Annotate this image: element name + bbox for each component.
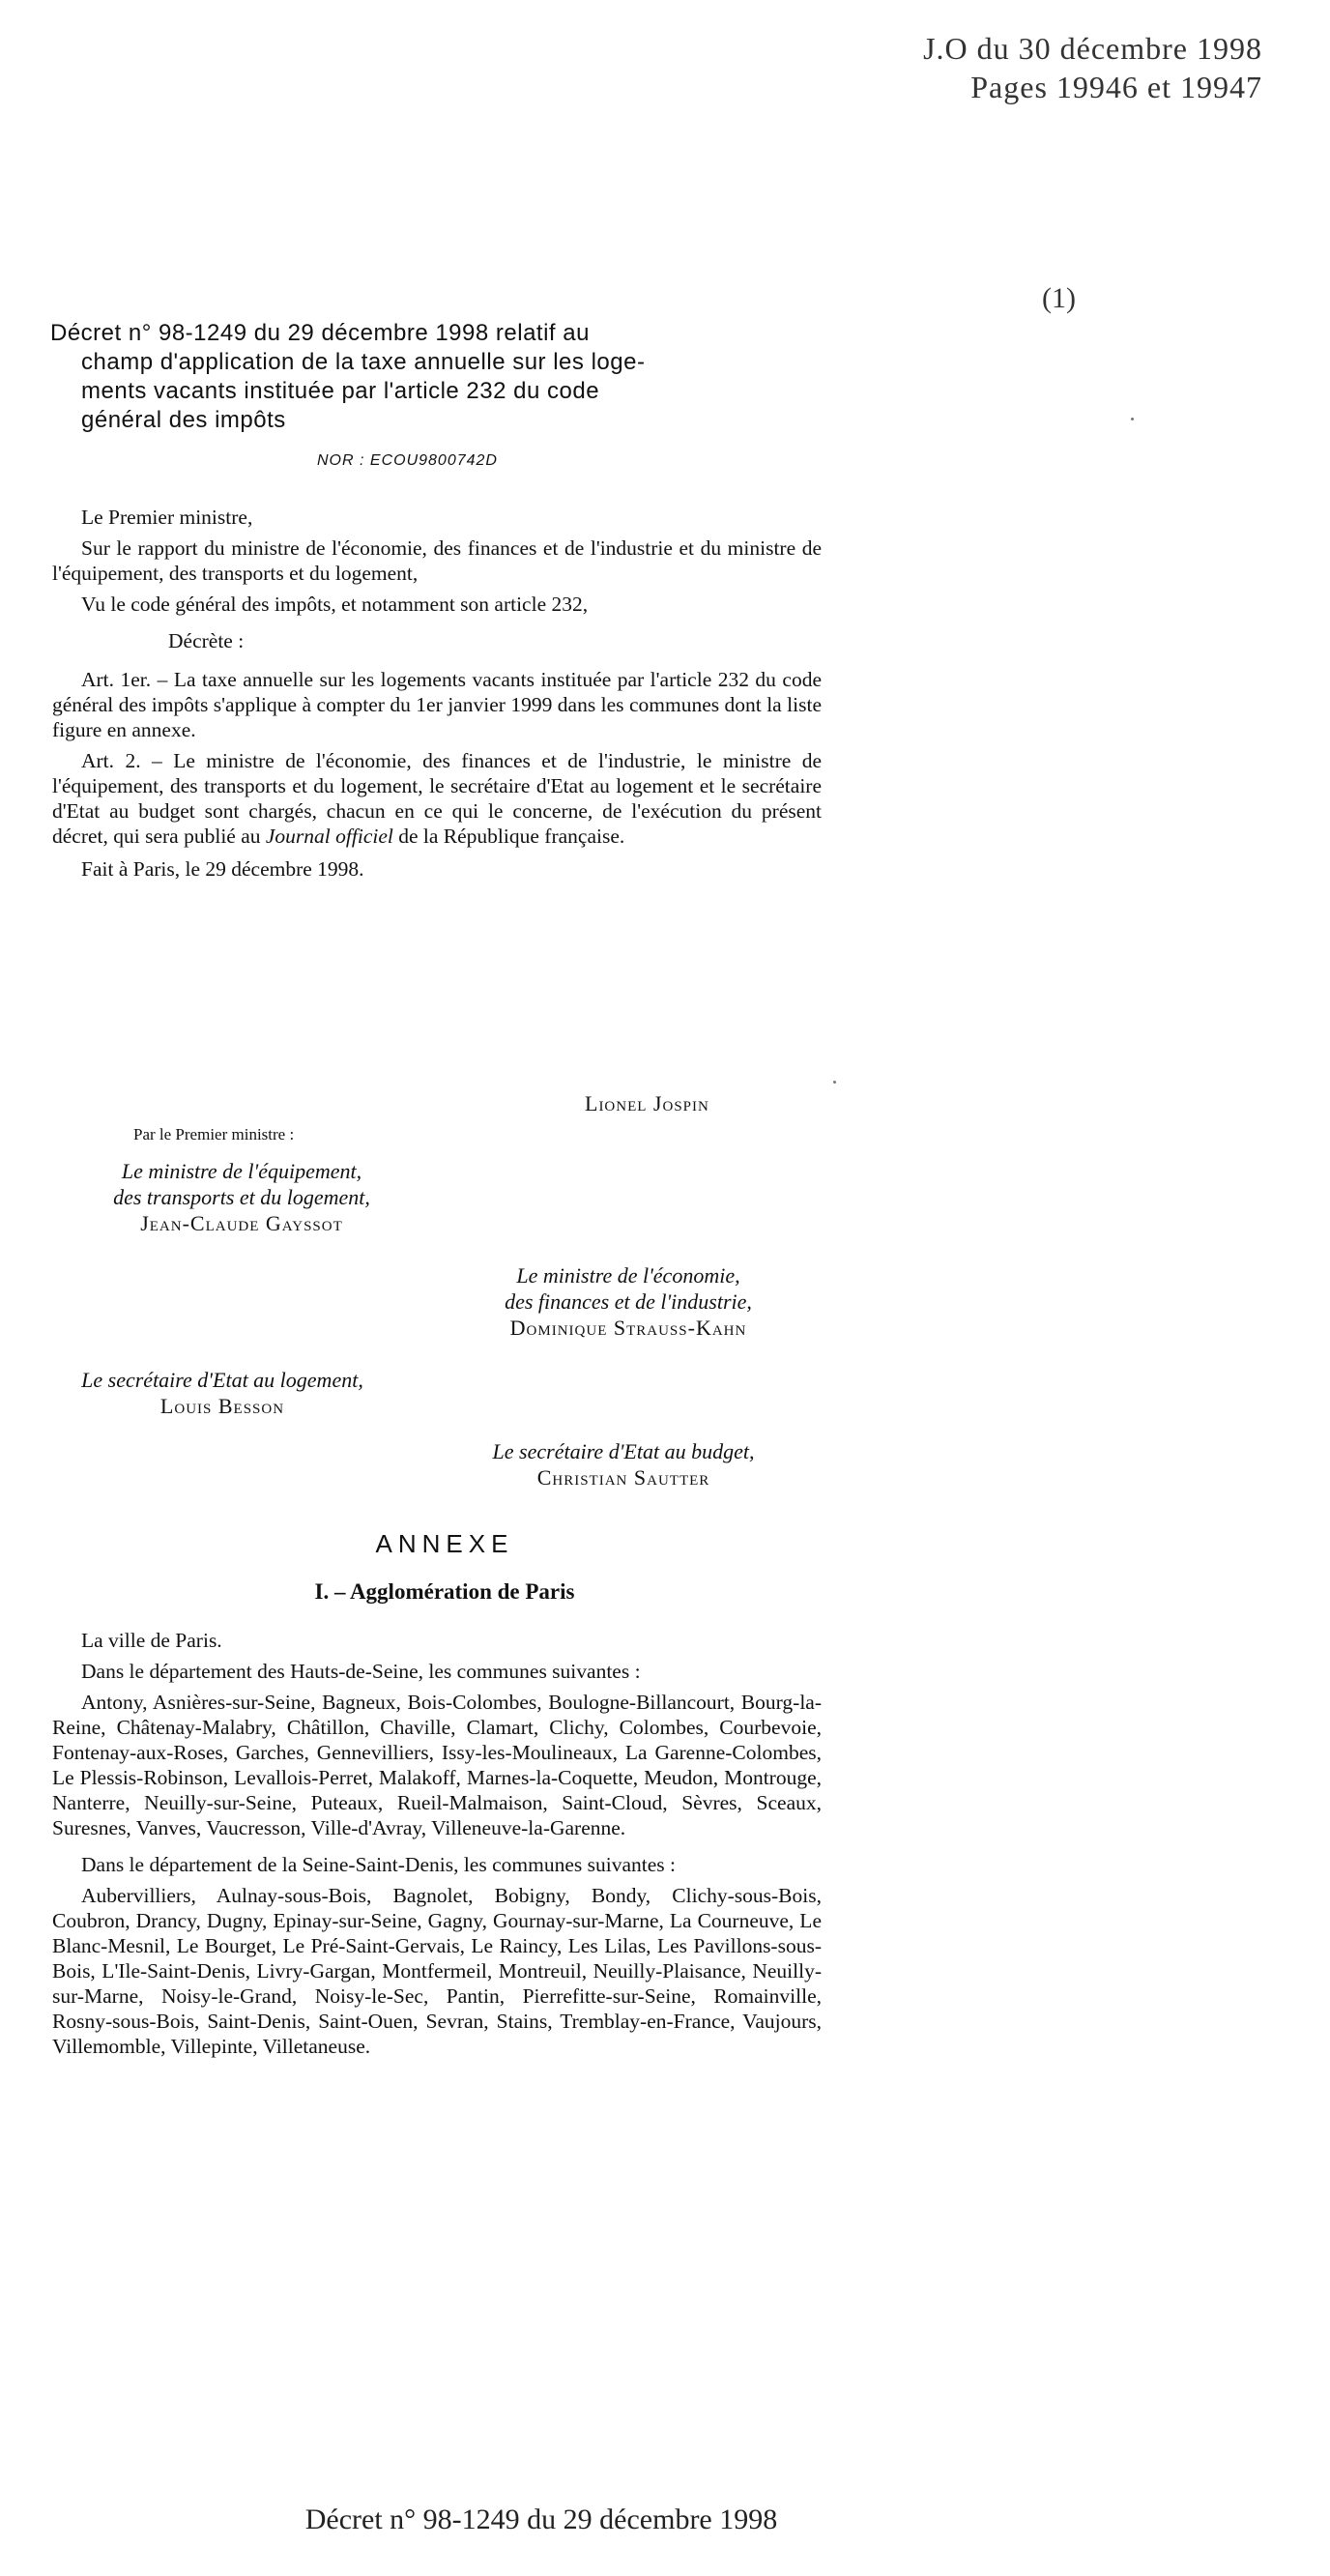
signature-equipement <box>48 1158 435 1236</box>
decree-body <box>52 505 822 887</box>
hauts-de-seine-communes: Antony, Asnières-sur-Seine, Bagneux, Bois-Colombes, Boulogne-Billancourt, Bourg-la-Reine, Châtenay-Malabry, Châtillon, Chaville, Clamart, Clichy, Colombes, Courbevoie, Fontenay-aux-Roses, Garches, Gennevilliers, Issy-les-Moulineaux, La Garenne-Colombes, Le Plessis-Robinson, Levallois-Perret, Malakoff, Marnes-la-Coquette, Meudon, Montrouge, Nanterre, Neuilly-sur-Seine, Puteaux, Rueil-Malmaison, Saint-Cloud, Sèvres, Sceaux, Suresnes, Vanves, Vaucresson, Ville-d'Avray, Villeneuve-la-Garenne. <box>52 1691 822 1839</box>
decree-title <box>50 319 833 435</box>
article-1: Art. 1er. – La taxe annuelle sur les logements vacants instituée par l'article 232 du code général des impôts s'applique à compter du 1er janvier 1999 dans les communes dont la liste figure en annexe. <box>52 668 822 741</box>
rapport-paragraph: Sur le rapport du ministre de l'économie, des finances et de l'industrie et du ministre de l'équipement, des transports et du logement, <box>52 536 822 585</box>
par-premier-ministre: Par le Premier ministre : <box>133 1125 295 1143</box>
article-2 <box>52 748 822 849</box>
signature-economie <box>435 1262 822 1341</box>
sig-title: Le ministre de l'économie, <box>516 1263 740 1288</box>
journal-line: J.O du 30 décembre 1998 <box>923 31 1262 66</box>
signature-budget <box>425 1438 822 1491</box>
page-number: (1) <box>1042 282 1076 314</box>
fait-a-paris: Fait à Paris, le 29 décembre 1998. <box>81 857 364 881</box>
title-line: ments vacants instituée par l'article 232 du code <box>81 378 600 404</box>
annex-body <box>52 1628 822 2065</box>
sig-name: Dominique Strauss-Kahn <box>509 1316 747 1340</box>
sig-title: des finances et de l'industrie, <box>505 1289 752 1314</box>
page-footer: Décret n° 98-1249 du 29 décembre 1998 <box>304 2504 778 2535</box>
hauts-de-seine-intro: Dans le département des Hauts-de-Seine, les communes suivantes : <box>81 1660 641 1683</box>
sig-title: Le secrétaire d'Etat au logement, <box>81 1368 363 1392</box>
title-line: Décret n° 98-1249 du 29 décembre 1998 relatif au <box>50 320 590 346</box>
journal-reference <box>779 29 1262 106</box>
sig-name: Jean-Claude Gayssot <box>140 1211 343 1235</box>
sig-title: Le secrétaire d'Etat au budget, <box>492 1439 755 1463</box>
vu-paragraph: Vu le code général des impôts, et notamment son article 232, <box>81 593 589 616</box>
annex-heading: ANNEXE <box>375 1529 514 1558</box>
title-line: champ d'application de la taxe annuelle sur les loge- <box>81 349 646 375</box>
premier-ministre: Le Premier ministre, <box>81 506 253 529</box>
sig-name: Louis Besson <box>159 1394 285 1418</box>
seine-saint-denis-communes: Aubervilliers, Aulnay-sous-Bois, Bagnolet, Bobigny, Bondy, Clichy-sous-Bois, Coubron, Drancy, Dugny, Epinay-sur-Seine, Gagny, Gournay-sur-Marne, La Courneuve, Le Blanc-Mesnil, Le Bourget, Le Pré-Saint-Gervais, Le Raincy, Les Lilas, Les Pavillons-sous-Bois, L'Ile-Saint-Denis, Livry-Gargan, Montfermeil, Montreuil, Neuilly-Plaisance, Neuilly-sur-Marne, Noisy-le-Grand, Noisy-le-Sec, Pantin, Pierrefitte-sur-Seine, Romainville, Rosny-sous-Bois, Saint-Denis, Saint-Ouen, Sevran, Stains, Tremblay-en-France, Vaujours, Villemomble, Villepinte, Villetaneuse. <box>52 1884 822 2058</box>
signatory-premier: Lionel Jospin <box>585 1091 709 1115</box>
sig-title: Le ministre de l'équipement, <box>121 1159 362 1183</box>
nor-reference: NOR : ECOU9800742D <box>317 452 498 469</box>
title-line: général des impôts <box>81 407 286 433</box>
sig-name: Christian Sautter <box>536 1465 710 1490</box>
seine-saint-denis-intro: Dans le département de la Seine-Saint-Denis, les communes suivantes : <box>81 1853 676 1876</box>
scan-speck <box>1131 418 1134 420</box>
decrete-label: Décrète : <box>168 629 245 652</box>
journal-officiel: Journal officiel <box>265 825 393 848</box>
signature-logement <box>48 1367 396 1419</box>
ville-de-paris: La ville de Paris. <box>81 1629 222 1652</box>
article-2-text: Art. 2. – Le ministre de l'économie, des finances et de l'industrie, le ministre de l'équipement, des transports et du logement, le secrétaire d'Etat au logement et le secrétaire d'Etat au budget sont chargés, chacun en ce qui le concerne, de l'exécution du présent décret, qui sera publié au <box>52 749 822 848</box>
pages-line: Pages 19946 et 19947 <box>970 70 1262 104</box>
sig-title: des transports et du logement, <box>113 1185 370 1209</box>
annex-section-title: I. – Agglomération de Paris <box>314 1579 575 1604</box>
scan-speck <box>833 1081 836 1084</box>
article-2-end: de la République française. <box>392 825 625 848</box>
